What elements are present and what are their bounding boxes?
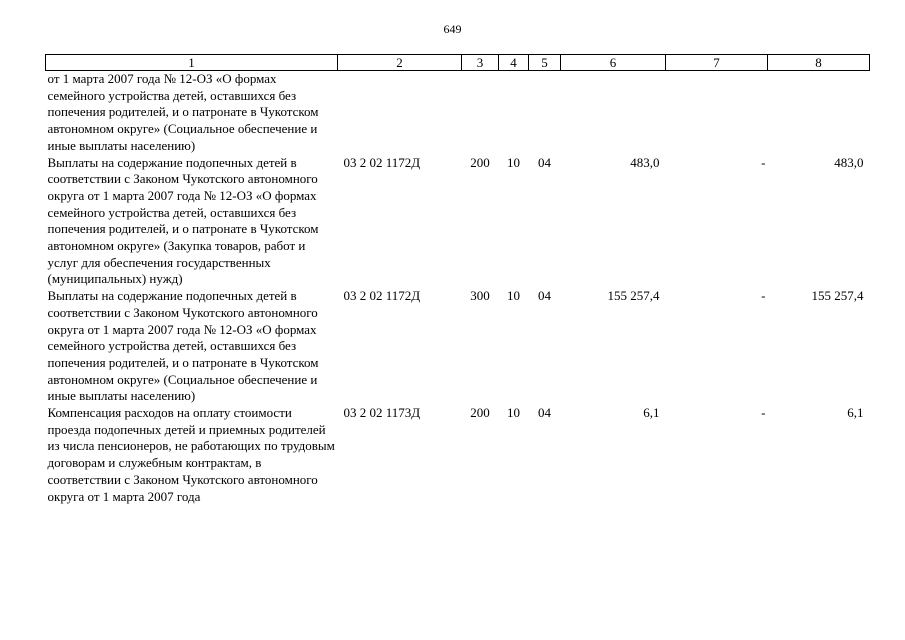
column-header-4: 4 — [499, 55, 529, 71]
row-description: от 1 марта 2007 года № 12-ОЗ «О формах семейного устройства детей, оставшихся без попечения родителей, и о патронате в Чукотском автономном округе» (Социальное обеспечение и иные выплаты населению) — [47, 71, 319, 153]
row-col5: 04 — [538, 154, 551, 170]
row-col4 — [499, 71, 529, 155]
column-header-1: 1 — [46, 55, 338, 71]
table-row — [46, 71, 870, 155]
row-code: 03 2 02 1172Д — [343, 288, 421, 304]
row-col5 — [529, 71, 561, 155]
row-col3: 200 — [470, 154, 490, 170]
row-description: Выплаты на содержание подопечных детей в соответствии с Законом Чукотского автономного округа от 1 марта 2007 года № 12-ОЗ «О формах семейного устройства детей, оставшихся без попечения родителей, и о патронате в Чукотском автономном округе» (Закупка товаров, работ и услуг для обеспечения государственных (муниципальных) нужд) — [47, 154, 319, 287]
column-header-3: 3 — [462, 55, 499, 71]
row-col6: 483,0 — [630, 154, 660, 170]
row-col6: 6,1 — [643, 405, 660, 421]
row-code: 03 2 02 1173Д — [343, 405, 421, 421]
row-code: 03 2 02 1172Д — [343, 154, 421, 170]
row-col6: 155 257,4 — [607, 288, 660, 304]
row-col7 — [666, 71, 768, 155]
row-col3: 200 — [470, 405, 490, 421]
row-col8: 155 257,4 — [811, 288, 864, 304]
row-col5: 04 — [538, 288, 551, 304]
row-col3 — [462, 71, 499, 155]
row-col7: - — [761, 288, 766, 304]
column-header-8: 8 — [768, 55, 870, 71]
column-header-7: 7 — [666, 55, 768, 71]
budget-table — [45, 54, 870, 505]
table-row — [46, 405, 870, 505]
row-col4: 10 — [507, 288, 520, 304]
row-code — [338, 71, 462, 155]
row-col7: - — [761, 405, 766, 421]
row-description: Компенсация расходов на оплату стоимости проезда подопечных детей и приемных родителей из числа пенсионеров, не работающих по трудовым договорам и служебным контрактам, в соответствии с Законом Чукотского автономного округа от 1 марта 2007 года — [47, 405, 335, 504]
row-col8: 483,0 — [834, 154, 864, 170]
column-header-2: 2 — [338, 55, 462, 71]
row-col7: - — [761, 154, 766, 170]
row-col3: 300 — [470, 288, 490, 304]
page-number: 649 — [443, 22, 462, 36]
row-col6 — [561, 71, 666, 155]
table-row — [46, 288, 870, 405]
column-header-5: 5 — [529, 55, 561, 71]
row-col8: 6,1 — [847, 405, 864, 421]
row-col8 — [768, 71, 870, 155]
row-col5: 04 — [538, 405, 551, 421]
header-row — [46, 55, 870, 71]
column-header-6: 6 — [561, 55, 666, 71]
row-description: Выплаты на содержание подопечных детей в соответствии с Законом Чукотского автономного округа от 1 марта 2007 года № 12-ОЗ «О формах семейного устройства детей, оставшихся без попечения родителей, и о патронате в Чукотском автономном округе» (Социальное обеспечение и иные выплаты населению) — [47, 288, 319, 404]
row-col4: 10 — [507, 405, 520, 421]
table-row — [46, 155, 870, 289]
row-col4: 10 — [507, 154, 520, 170]
